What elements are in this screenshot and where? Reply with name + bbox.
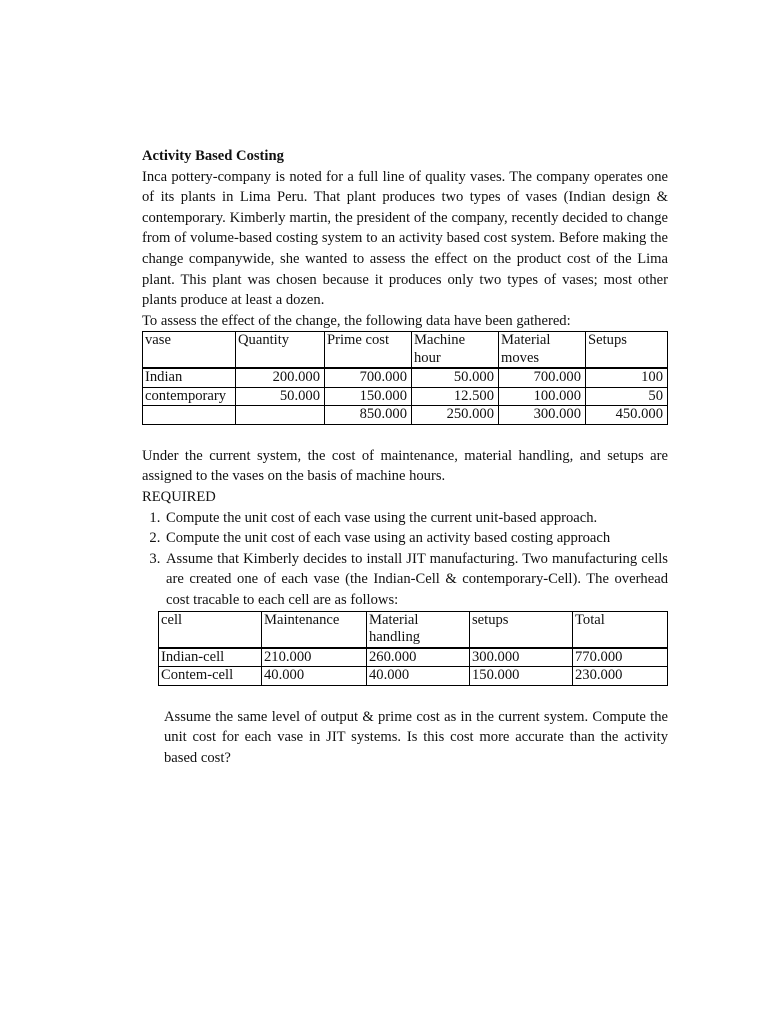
header-quantity: Quantity [236, 332, 325, 369]
header-cell: cell [159, 611, 262, 648]
table-total-row [143, 406, 668, 425]
table-cell: 300.000 [499, 406, 586, 425]
header-vase: vase [143, 332, 236, 369]
table-cell: 100 [586, 368, 668, 387]
header-total: Total [573, 611, 668, 648]
table-row [143, 387, 668, 406]
table-cell: 230.000 [573, 667, 668, 686]
header-machine-hour: Machine hour [412, 332, 499, 369]
header-material-handling: Material handling [367, 611, 470, 648]
table-cell: 770.000 [573, 648, 668, 667]
table-cell: Indian-cell [159, 648, 262, 667]
table-cell: 450.000 [586, 406, 668, 425]
overhead-cell-table [158, 611, 668, 686]
table-cell: 100.000 [499, 387, 586, 406]
header-setups: Setups [586, 332, 668, 369]
table-cell [143, 406, 236, 425]
required-list [142, 508, 668, 611]
table-cell: 40.000 [367, 667, 470, 686]
table-cell: 700.000 [325, 368, 412, 387]
cost-data-table [142, 331, 668, 425]
table-row [159, 667, 668, 686]
table-cell: 260.000 [367, 648, 470, 667]
table-cell: 300.000 [470, 648, 573, 667]
table-cell: 150.000 [470, 667, 573, 686]
table-header-row [143, 332, 668, 369]
spacer [142, 425, 668, 446]
table-cell: 200.000 [236, 368, 325, 387]
current-system-paragraph: Under the current system, the cost of maintenance, material handling, and setups are assigned to the vases on the basis of machine hours. [142, 447, 668, 485]
table-cell: 50 [586, 387, 668, 406]
document-title: Activity Based Costing [142, 148, 284, 164]
list-item: 3. Assume that Kimberly decides to install JIT manufacturing. Two manufacturing cells are created one of each vase (the Indian-Cell & contemporary-Cell). The overhead cost tracable to each cell are as follows: [164, 549, 668, 611]
table-cell: 700.000 [499, 368, 586, 387]
table-cell: 50.000 [412, 368, 499, 387]
header-setups: setups [470, 611, 573, 648]
data-intro-text: To assess the effect of the change, the following data have been gathered: [142, 312, 571, 329]
document-page [142, 146, 668, 768]
table-cell: 40.000 [262, 667, 367, 686]
table-header-row [159, 611, 668, 648]
spacer [142, 686, 668, 707]
table-cell: 850.000 [325, 406, 412, 425]
table-cell: Indian [143, 368, 236, 387]
table-cell: 50.000 [236, 387, 325, 406]
intro-paragraph: Inca pottery-company is noted for a full line of quality vases. The company operates one of its plants in Lima Peru. That plant produces two types of vases (Indian design & contemporary. Kimberly martin, the president of the company, recently decided to change from of volume-based costing system to an activity based cost system. Before making the change companywide, she wanted to assess the effect on the product cost of the Lima plant. This plant was chosen because it produces only two types of vases; most other plants produce at least a dozen. [142, 168, 668, 309]
list-item: 1. Compute the unit cost of each vase using the current unit-based approach. [164, 508, 668, 529]
table-row [159, 648, 668, 667]
list-item: 2. Compute the unit cost of each vase using an activity based costing approach [164, 528, 668, 549]
table-cell: contemporary [143, 387, 236, 406]
table-cell: 210.000 [262, 648, 367, 667]
table-cell: 12.500 [412, 387, 499, 406]
table-cell: 250.000 [412, 406, 499, 425]
header-maintenance: Maintenance [262, 611, 367, 648]
header-material-moves: Material moves [499, 332, 586, 369]
cell-table-wrapper [158, 611, 668, 686]
table-cell: 150.000 [325, 387, 412, 406]
final-question-paragraph: Assume the same level of output & prime cost as in the current system. Compute the unit cost for each vase in JIT systems. Is this cost more accurate than the activity based cost? [164, 708, 668, 766]
table-cell: Contem-cell [159, 667, 262, 686]
table-cell [236, 406, 325, 425]
header-prime-cost: Prime cost [325, 332, 412, 369]
required-label: REQUIRED [142, 489, 216, 506]
table-row [143, 368, 668, 387]
